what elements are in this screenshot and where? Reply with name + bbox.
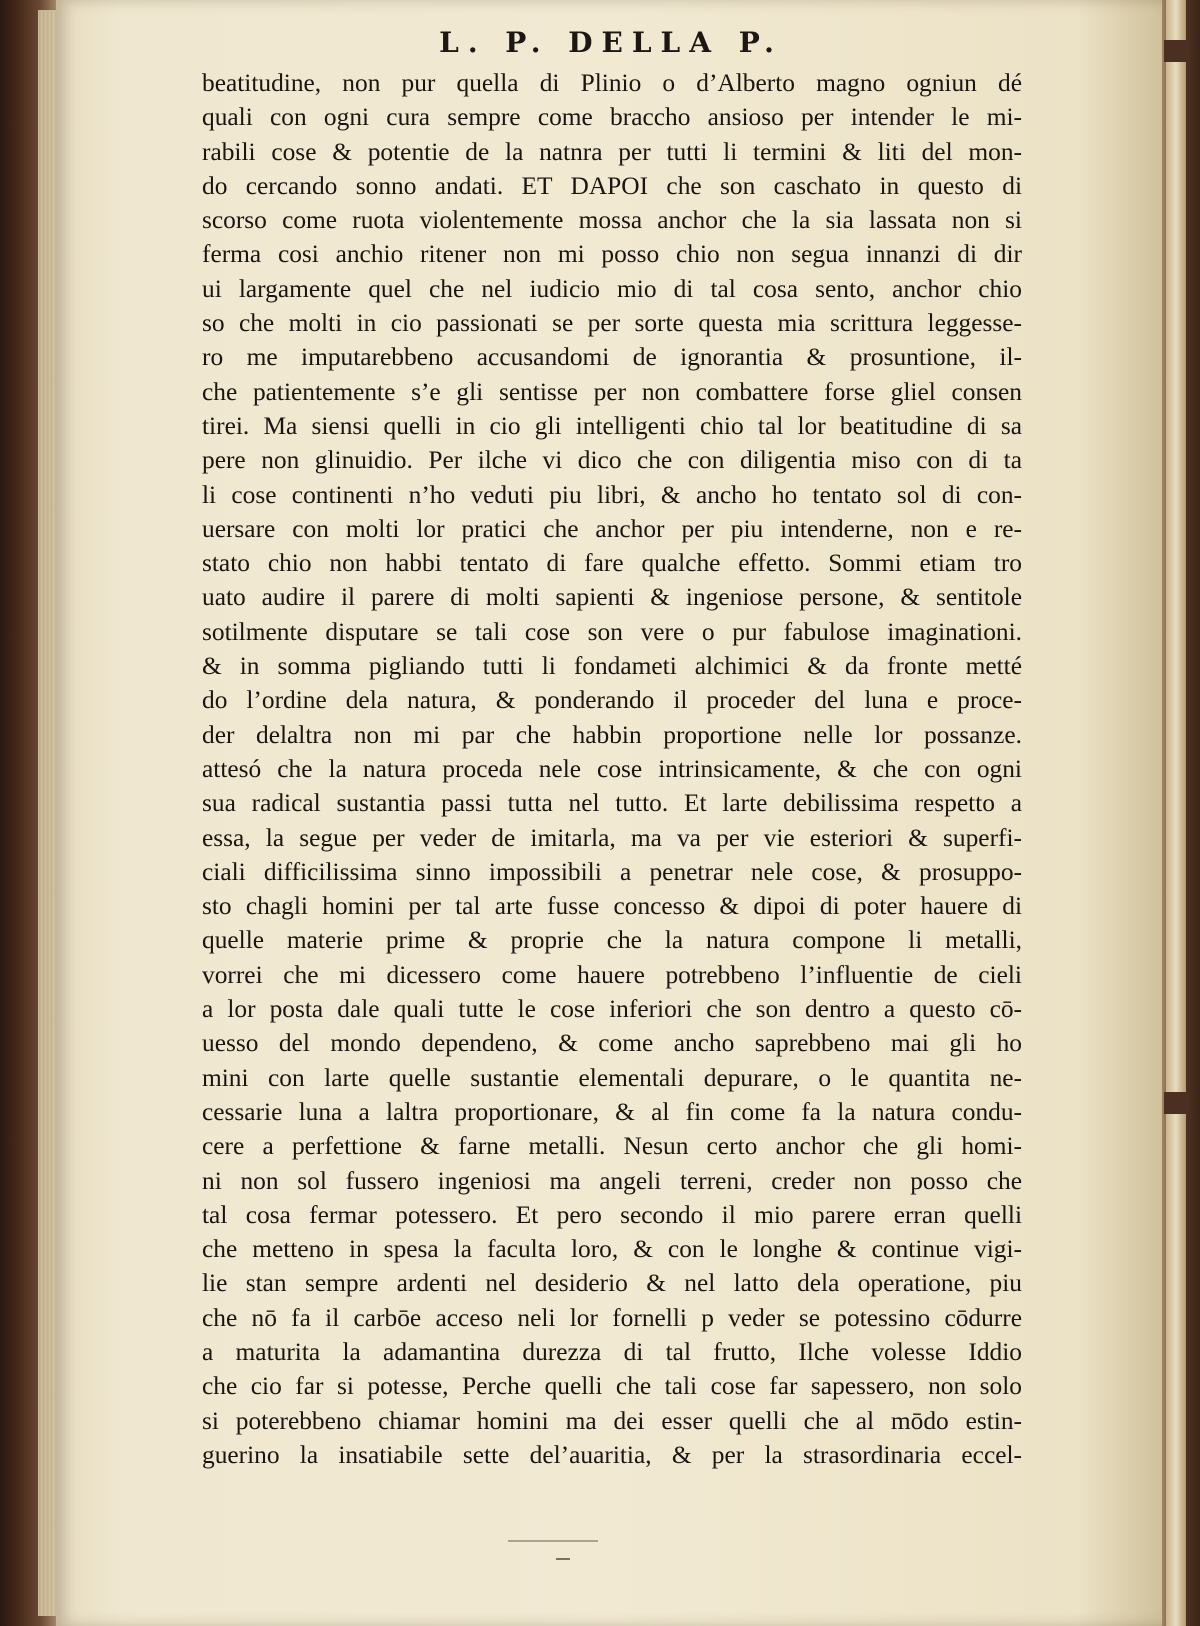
text-line: guerino la insatiabile sette del’auaritia, & per la strasordinaria eccel- [202, 1440, 1022, 1469]
text-line: rabili cose & potentie de la natnra per tutti li termini & liti del mon- [202, 137, 1022, 166]
text-line: a maturita la adamantina durezza di tal frutto, Ilche volesse Iddio [202, 1337, 1022, 1366]
text-line: ni non sol fussero ingeniosi ma angeli terreni, creder non posso che [202, 1166, 1022, 1195]
text-line: uato audire il parere di molti sapienti & ingeniose persone, & sentitole [202, 583, 1022, 612]
text-line: uersare con molti lor pratici che anchor per piu intenderne, non e re- [202, 514, 1022, 543]
text-line: ciali difficilissima sinno impossibili a penetrar nele cose, & prosuppo- [202, 857, 1022, 886]
text-line: a lor posta dale quali tutte le cose inferiori che son dentro a questo cō- [202, 995, 1022, 1024]
text-line: tal cosa fermar potessero. Et pero secondo il mio parere erran quelli [202, 1200, 1022, 1229]
text-line: vorrei che mi dicessero come hauere potrebbeno l’influentie de cieli [202, 960, 1022, 989]
text-line: ferma cosi anchio ritener non mi posso chio non segua innanzi di dir [202, 240, 1022, 269]
clip-band [1164, 40, 1188, 62]
text-line: che nō fa il carbōe acceso neli lor fornelli p veder se potessino cōdurre [202, 1303, 1022, 1332]
text-line: stato chio non habbi tentato di fare qualche effetto. Sommi etiam tro [202, 549, 1022, 578]
body-text [202, 66, 1022, 1472]
show-through-mark [556, 1558, 570, 1560]
page-clip-right [1166, 0, 1186, 1626]
book-page [56, 0, 1166, 1626]
text-line: che patientemente s’e gli sentisse per non combattere forse gliel consen [202, 377, 1022, 406]
text-line: li cose continenti n’ho veduti piu libri, & ancho ho tentato sol di con- [202, 480, 1022, 509]
text-line: quali con ogni cura sempre come braccho ansioso per intender le mi- [202, 103, 1022, 132]
text-line: do l’ordine dela natura, & ponderando il proceder del luna e proce- [202, 686, 1022, 715]
text-line: sto chagli homini per tal arte fusse concesso & dipoi di poter hauere di [202, 892, 1022, 921]
text-line: uesso del mondo dependeno, & come ancho saprebbeno mai gli ho [202, 1029, 1022, 1058]
text-line: tirei. Ma siensi quelli in cio gli intelligenti chio tal lor beatitudine di sa [202, 411, 1022, 440]
text-line: ui largamente quel che nel iudicio mio di tal cosa sento, anchor chio [202, 274, 1022, 303]
text-line: che metteno in spesa la faculta loro, & con le longhe & continue vigi- [202, 1235, 1022, 1264]
text-line: essa, la segue per veder de imitarla, ma va per vie esteriori & superfi- [202, 823, 1022, 852]
text-line: attesó che la natura proceda nele cose intrinsicamente, & che con ogni [202, 754, 1022, 783]
text-line: beatitudine, non pur quella di Plinio o d’Alberto magno ogniun dé [202, 69, 1022, 97]
text-line: scorso come ruota violentemente mossa anchor che la sia lassata non si [202, 206, 1022, 235]
show-through-mark [508, 1540, 598, 1542]
running-head: L. P. DELLA P. [439, 26, 783, 59]
text-line: che cio far si potesse, Perche quelli che tali cose far sapessero, non solo [202, 1372, 1022, 1401]
text-line: cere a perfettione & farne metalli. Nesun certo anchor che gli homi- [202, 1132, 1022, 1161]
text-line: cessarie luna a laltra proportionare, & al fin come fa la natura condu- [202, 1097, 1022, 1126]
text-line: sotilmente disputare se tali cose son vere o pur fabulose imaginationi. [202, 617, 1022, 646]
text-line: pere non glinuidio. Per ilche vi dico che con diligentia miso con di ta [202, 446, 1022, 475]
text-line: quelle materie prime & proprie che la natura compone li metalli, [202, 926, 1022, 955]
text-line: & in somma pigliando tutti li fondameti alchimici & da fronte metté [202, 652, 1022, 681]
text-line: mini con larte quelle sustantie elementali depurare, o le quantita ne- [202, 1063, 1022, 1092]
text-line: lie stan sempre ardenti nel desiderio & nel latto dela operatione, piu [202, 1269, 1022, 1298]
text-line: der delaltra non mi par che habbin proportione nelle lor possanze. [202, 720, 1022, 749]
text-line: do cercando sonno andati. ET DAPOI che son caschato in questo di [202, 171, 1022, 200]
text-line: ro me imputarebbeno accusandomi de ignorantia & prosuntione, il- [202, 343, 1022, 372]
text-line: sua radical sustantia passi tutta nel tutto. Et larte debilissima respetto a [202, 789, 1022, 818]
text-line: si poterebbeno chiamar homini ma dei esser quelli che al mōdo estin- [202, 1406, 1022, 1435]
clip-band [1164, 1092, 1188, 1114]
text-line: so che molti in cio passionati se per sorte questa mia scrittura leggesse- [202, 309, 1022, 338]
